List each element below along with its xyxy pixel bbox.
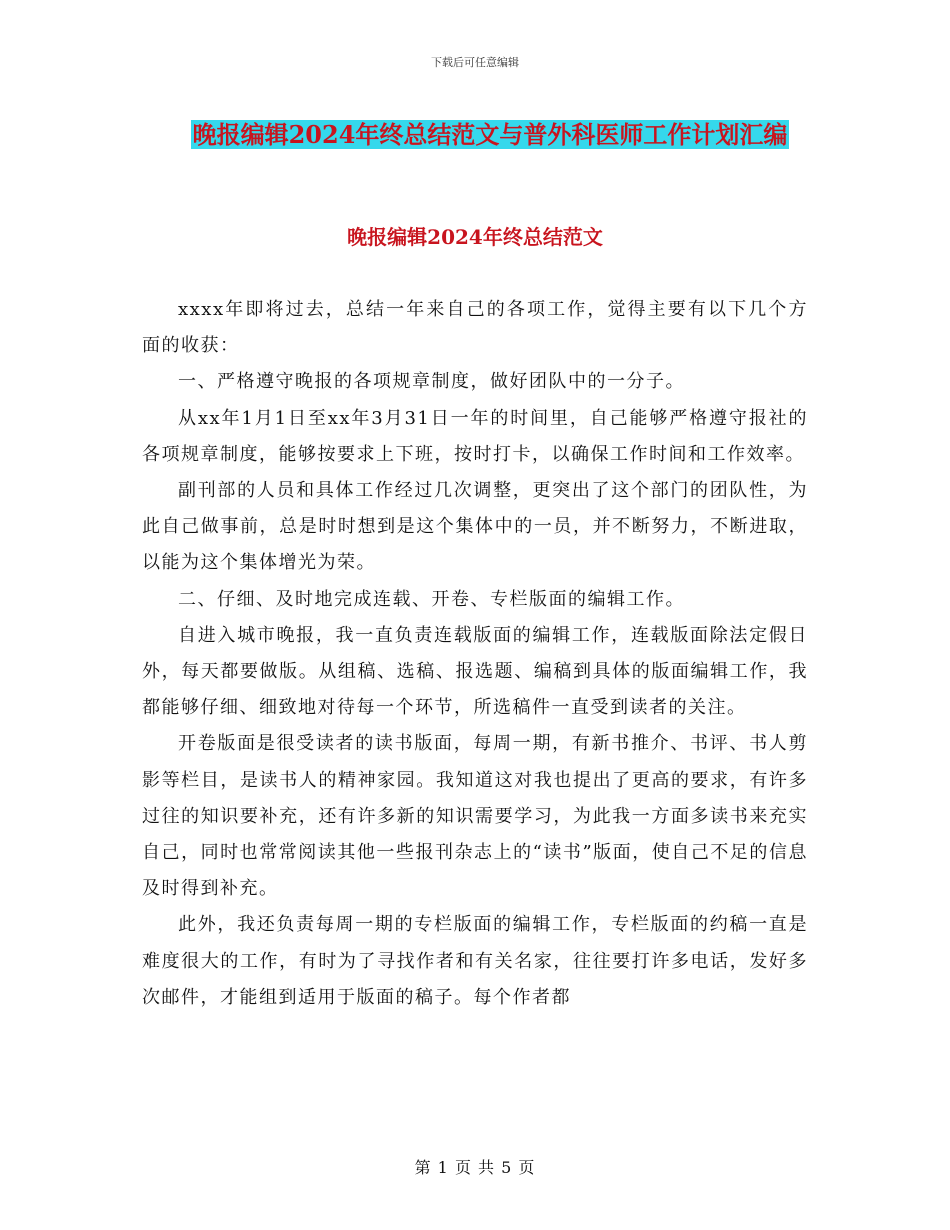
paragraph: 此外，我还负责每周一期的专栏版面的编辑工作，专栏版面的约稿一直是难度很大的工作，有时为了寻找作者和有关名家，往往要打许多电话，发好多次邮件，才能组到适用于版面的稿子。每个作者都 <box>142 914 808 1008</box>
main-title <box>140 112 840 158</box>
paragraph: 从xx年1月1日至xx年3月31日一年的时间里，自己能够严格遵守报社的各项规章制度，能够按要求上下班，按时打卡，以确保工作时间和工作效率。 <box>142 407 808 465</box>
paragraph: xxxx年即将过去，总结一年来自己的各项工作，觉得主要有以下几个方面的收获： <box>142 299 808 357</box>
header-note: 下载后可任意编辑 <box>431 56 519 69</box>
page-number: 第 1 页 共 5 页 <box>414 1158 536 1177</box>
body-text <box>142 292 808 1016</box>
section-title: 晚报编辑2024年终总结范文 <box>347 225 603 249</box>
paragraph: 自进入城市晚报，我一直负责连载版面的编辑工作，连载版面除法定假日外，每天都要做版。从组稿、选稿、报选题、编稿到具体的版面编辑工作，我都能够仔细、细致地对待每一个环节，所选稿件一直受到读者的关注。 <box>142 624 808 719</box>
main-title-highlight: 晚报编辑2024年终总结范文与普外科医师工作计划汇编 <box>192 120 788 149</box>
paragraph: 副刊部的人员和具体工作经过几次调整，更突出了这个部门的团队性，为此自己做事前，总是时时想到是这个集体中的一员，并不断努力，不断进取，以能为这个集体增光为荣。 <box>142 480 808 574</box>
paragraph: 二、仔细、及时地完成连载、开卷、专栏版面的编辑工作。 <box>178 588 685 610</box>
paragraph: 一、严格遵守晚报的各项规章制度，做好团队中的一分子。 <box>178 371 685 393</box>
paragraph: 开卷版面是很受读者的读书版面，每周一期，有新书推介、书评、书人剪影等栏目，是读书人的精神家园。我知道这对我也提出了更高的要求，有许多过往的知识要补充，还有许多新的知识需要学习，为此我一方面多读书来充实自己，同时也常常阅读其他一些报刊杂志上的“读书”版面，使自己不足的信息及时得到补充。 <box>142 733 808 900</box>
